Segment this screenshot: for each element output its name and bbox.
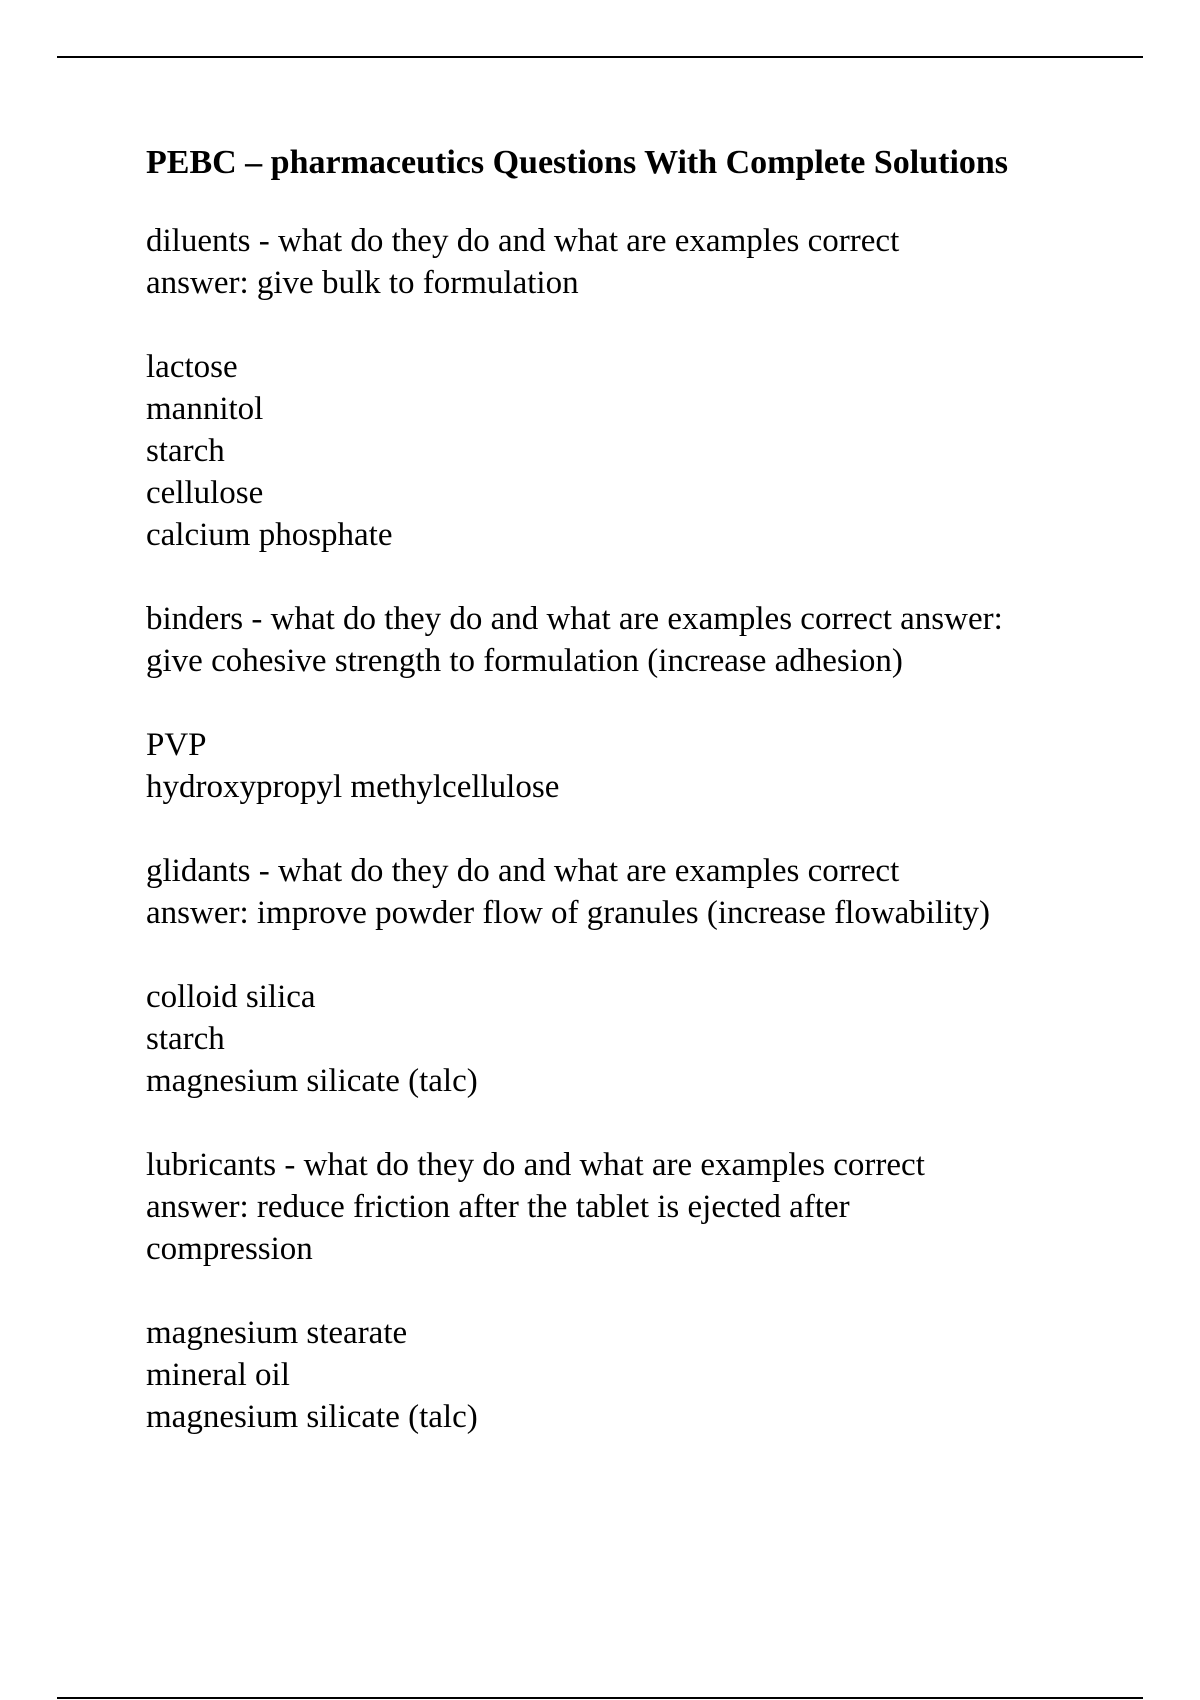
question-line: diluents - what do they do and what are examples correct xyxy=(146,223,900,259)
examples-list xyxy=(146,1312,1126,1438)
question-line: lubricants - what do they do and what are examples correct xyxy=(146,1147,925,1183)
qa-entry-glidants xyxy=(146,850,1126,1144)
question-answer xyxy=(146,1144,1126,1270)
example-item: mannitol xyxy=(146,391,264,427)
example-item: magnesium silicate (talc) xyxy=(146,1063,478,1099)
example-item: colloid silica xyxy=(146,979,316,1015)
document-title: PEBC – pharmaceutics Questions With Complete Solutions xyxy=(146,144,1009,181)
question-answer xyxy=(146,220,1126,304)
example-item: mineral oil xyxy=(146,1357,290,1393)
answer-line: answer: give bulk to formulation xyxy=(146,265,579,301)
qa-entry-lubricants xyxy=(146,1144,1126,1438)
qa-entry-binders xyxy=(146,598,1126,850)
answer-line: answer: reduce friction after the tablet is ejected after xyxy=(146,1189,850,1225)
example-item: calcium phosphate xyxy=(146,517,393,553)
example-item: PVP xyxy=(146,727,207,763)
example-item: cellulose xyxy=(146,475,264,511)
example-item: starch xyxy=(146,433,225,469)
example-item: magnesium silicate (talc) xyxy=(146,1399,478,1435)
question-line: binders - what do they do and what are examples correct answer: xyxy=(146,601,1003,637)
answer-line: answer: improve powder flow of granules (increase flowability) xyxy=(146,895,990,931)
document-body xyxy=(146,142,1126,1438)
qa-entry-diluents xyxy=(146,220,1126,598)
question-answer xyxy=(146,598,1126,682)
examples-list xyxy=(146,724,1126,808)
examples-list xyxy=(146,976,1126,1102)
header-rule xyxy=(57,56,1143,58)
answer-line: compression xyxy=(146,1231,313,1267)
example-item: magnesium stearate xyxy=(146,1315,408,1351)
footer-rule xyxy=(57,1697,1143,1699)
example-item: starch xyxy=(146,1021,225,1057)
example-item: lactose xyxy=(146,349,238,385)
question-answer xyxy=(146,850,1126,934)
examples-list xyxy=(146,346,1126,556)
answer-line: give cohesive strength to formulation (increase adhesion) xyxy=(146,643,903,679)
example-item: hydroxypropyl methylcellulose xyxy=(146,769,560,805)
question-line: glidants - what do they do and what are examples correct xyxy=(146,853,900,889)
